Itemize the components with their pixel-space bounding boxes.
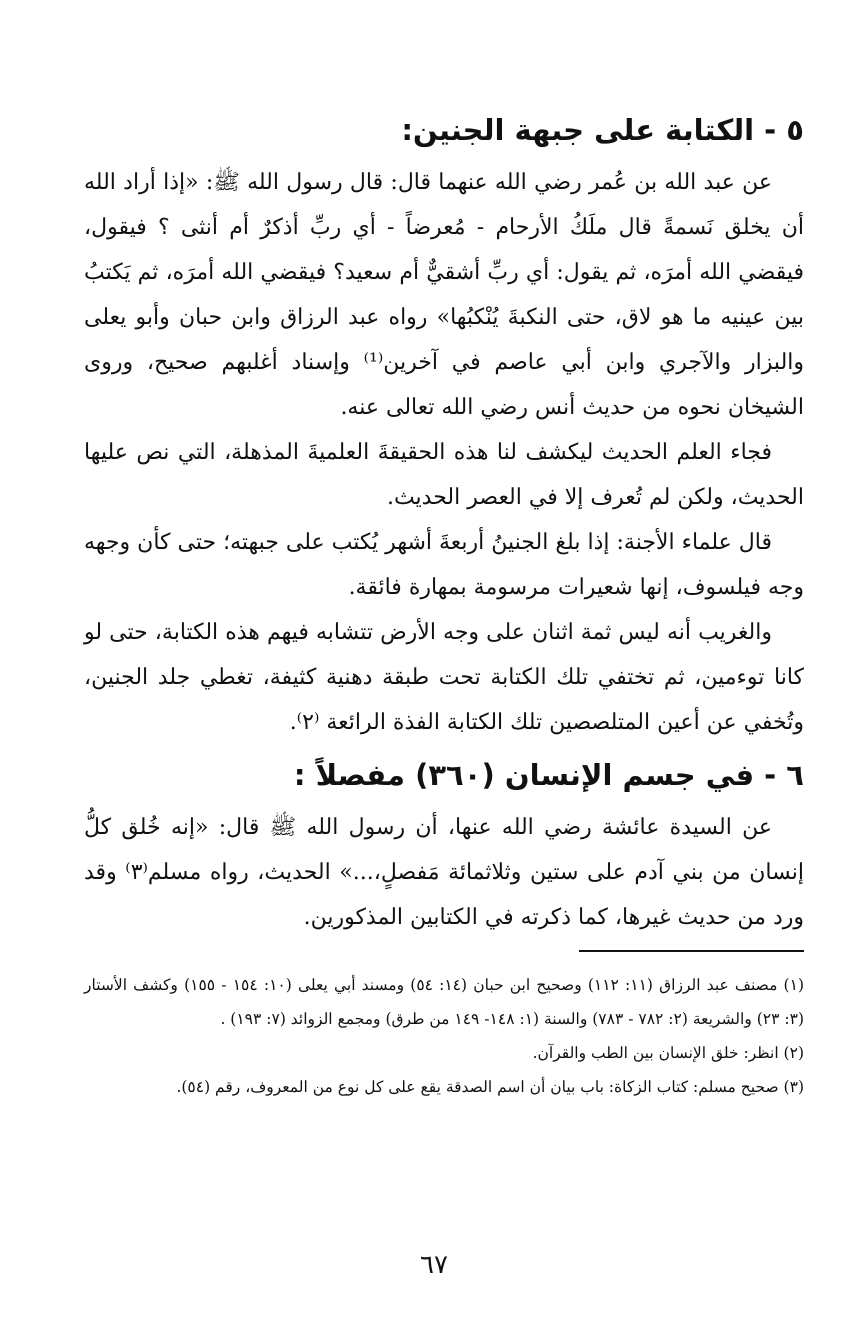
page-number: ٦٧ xyxy=(420,1250,448,1280)
footnote-2: (٢) انظر: خلق الإنسان بين الطب والقرآن. xyxy=(532,1044,804,1062)
paragraph-modern-science: فجاء العلم الحديث ليكشف لنا هذه الحقيقةَ العلميةَ المذهلة، التي نص عليها الحديث، ولكن لم تُعرف إلا في العصر الحديث. xyxy=(84,440,804,510)
page-content xyxy=(84,100,804,1104)
footnote-1: (١) مصنف عبد الرزاق (١١: ١١٢) وصحيح ابن حبان (١٤: ٥٤) ومسند أبي يعلى (١٠: ١٥٤ - ١٥٥) وكشف الأستار (٣: ٢٣) والشريعة (٢: ٧٨٢ - ٧٨٣) والسنة (١: ١٤٨- ١٤٩ من طرق) ومجمع الزوائد (٧: ١٩٣) . xyxy=(84,976,804,1028)
footnote-divider xyxy=(579,950,804,952)
footnote-3: (٣) صحيح مسلم: كتاب الزكاة: باب بيان أن اسم الصدقة يقع على كل نوع من المعروف، رقم (٥٤). xyxy=(176,1078,804,1096)
paragraph-uniqueness: والغريب أنه ليس ثمة اثنان على وجه الأرض تتشابه فيهم هذه الكتابة، حتى لو كانا توءمين، ثم تختفي تلك الكتابة تحت طبقة دهنية كثيفة، تغطي جلد الجنين، وتُخفي عن أعين المتلصصين تلك الكتابة الفذة الرائعة ⁽٢⁾. xyxy=(84,620,804,735)
paragraph-embryologists: قال علماء الأجنة: إذا بلغ الجنينُ أربعةَ أشهر يُكتب على جبهته؛ حتى كأن وجهه وجه فيلسوف، إنها شعيرات مرسومة بمهارة فائقة. xyxy=(84,530,804,600)
paragraph-hadith-ibn-umar: عن عبد الله بن عُمر رضي الله عنهما قال: قال رسول الله ﷺ: «إذا أراد الله أن يخلق نَسمةً قال ملَكُ الأرحام - مُعرضاً - أي ربِّ أذكرٌ أم أنثى ؟ فيقول، فيقضي الله أمرَه، ثم يقول: أي ربِّ أشقيٌّ أم سعيد؟ فيقضي الله أمرَه، ثم يَكتبُ بين عينيه ما هو لاق، حتى النكبةَ يُنْكبُها» رواه عبد الرزاق وابن حبان وأبو يعلى والبزار والآجري وابن أبي عاصم في آخرين⁽¹⁾ وإسناد أغلبهم صحيح، وروى الشيخان نحوه من حديث أنس رضي الله تعالى عنه. xyxy=(84,170,805,420)
paragraph-hadith-aisha: عن السيدة عائشة رضي الله عنها، أن رسول الله ﷺ قال: «إنه خُلق كلُّ إنسان من بني آدم على ستين وثلاثمائة مَفصلٍ،...» الحديث، رواه مسلم⁽٣⁾ وقد ورد من حديث غيرها، كما ذكرته في الكتابين المذكورين. xyxy=(84,815,805,930)
footnotes xyxy=(84,968,804,1104)
section-heading-6: ٦ - في جسم الإنسان (٣٦٠) مفصلاً : xyxy=(293,758,804,792)
section-heading-5: ٥ - الكتابة على جبهة الجنين: xyxy=(401,113,804,147)
